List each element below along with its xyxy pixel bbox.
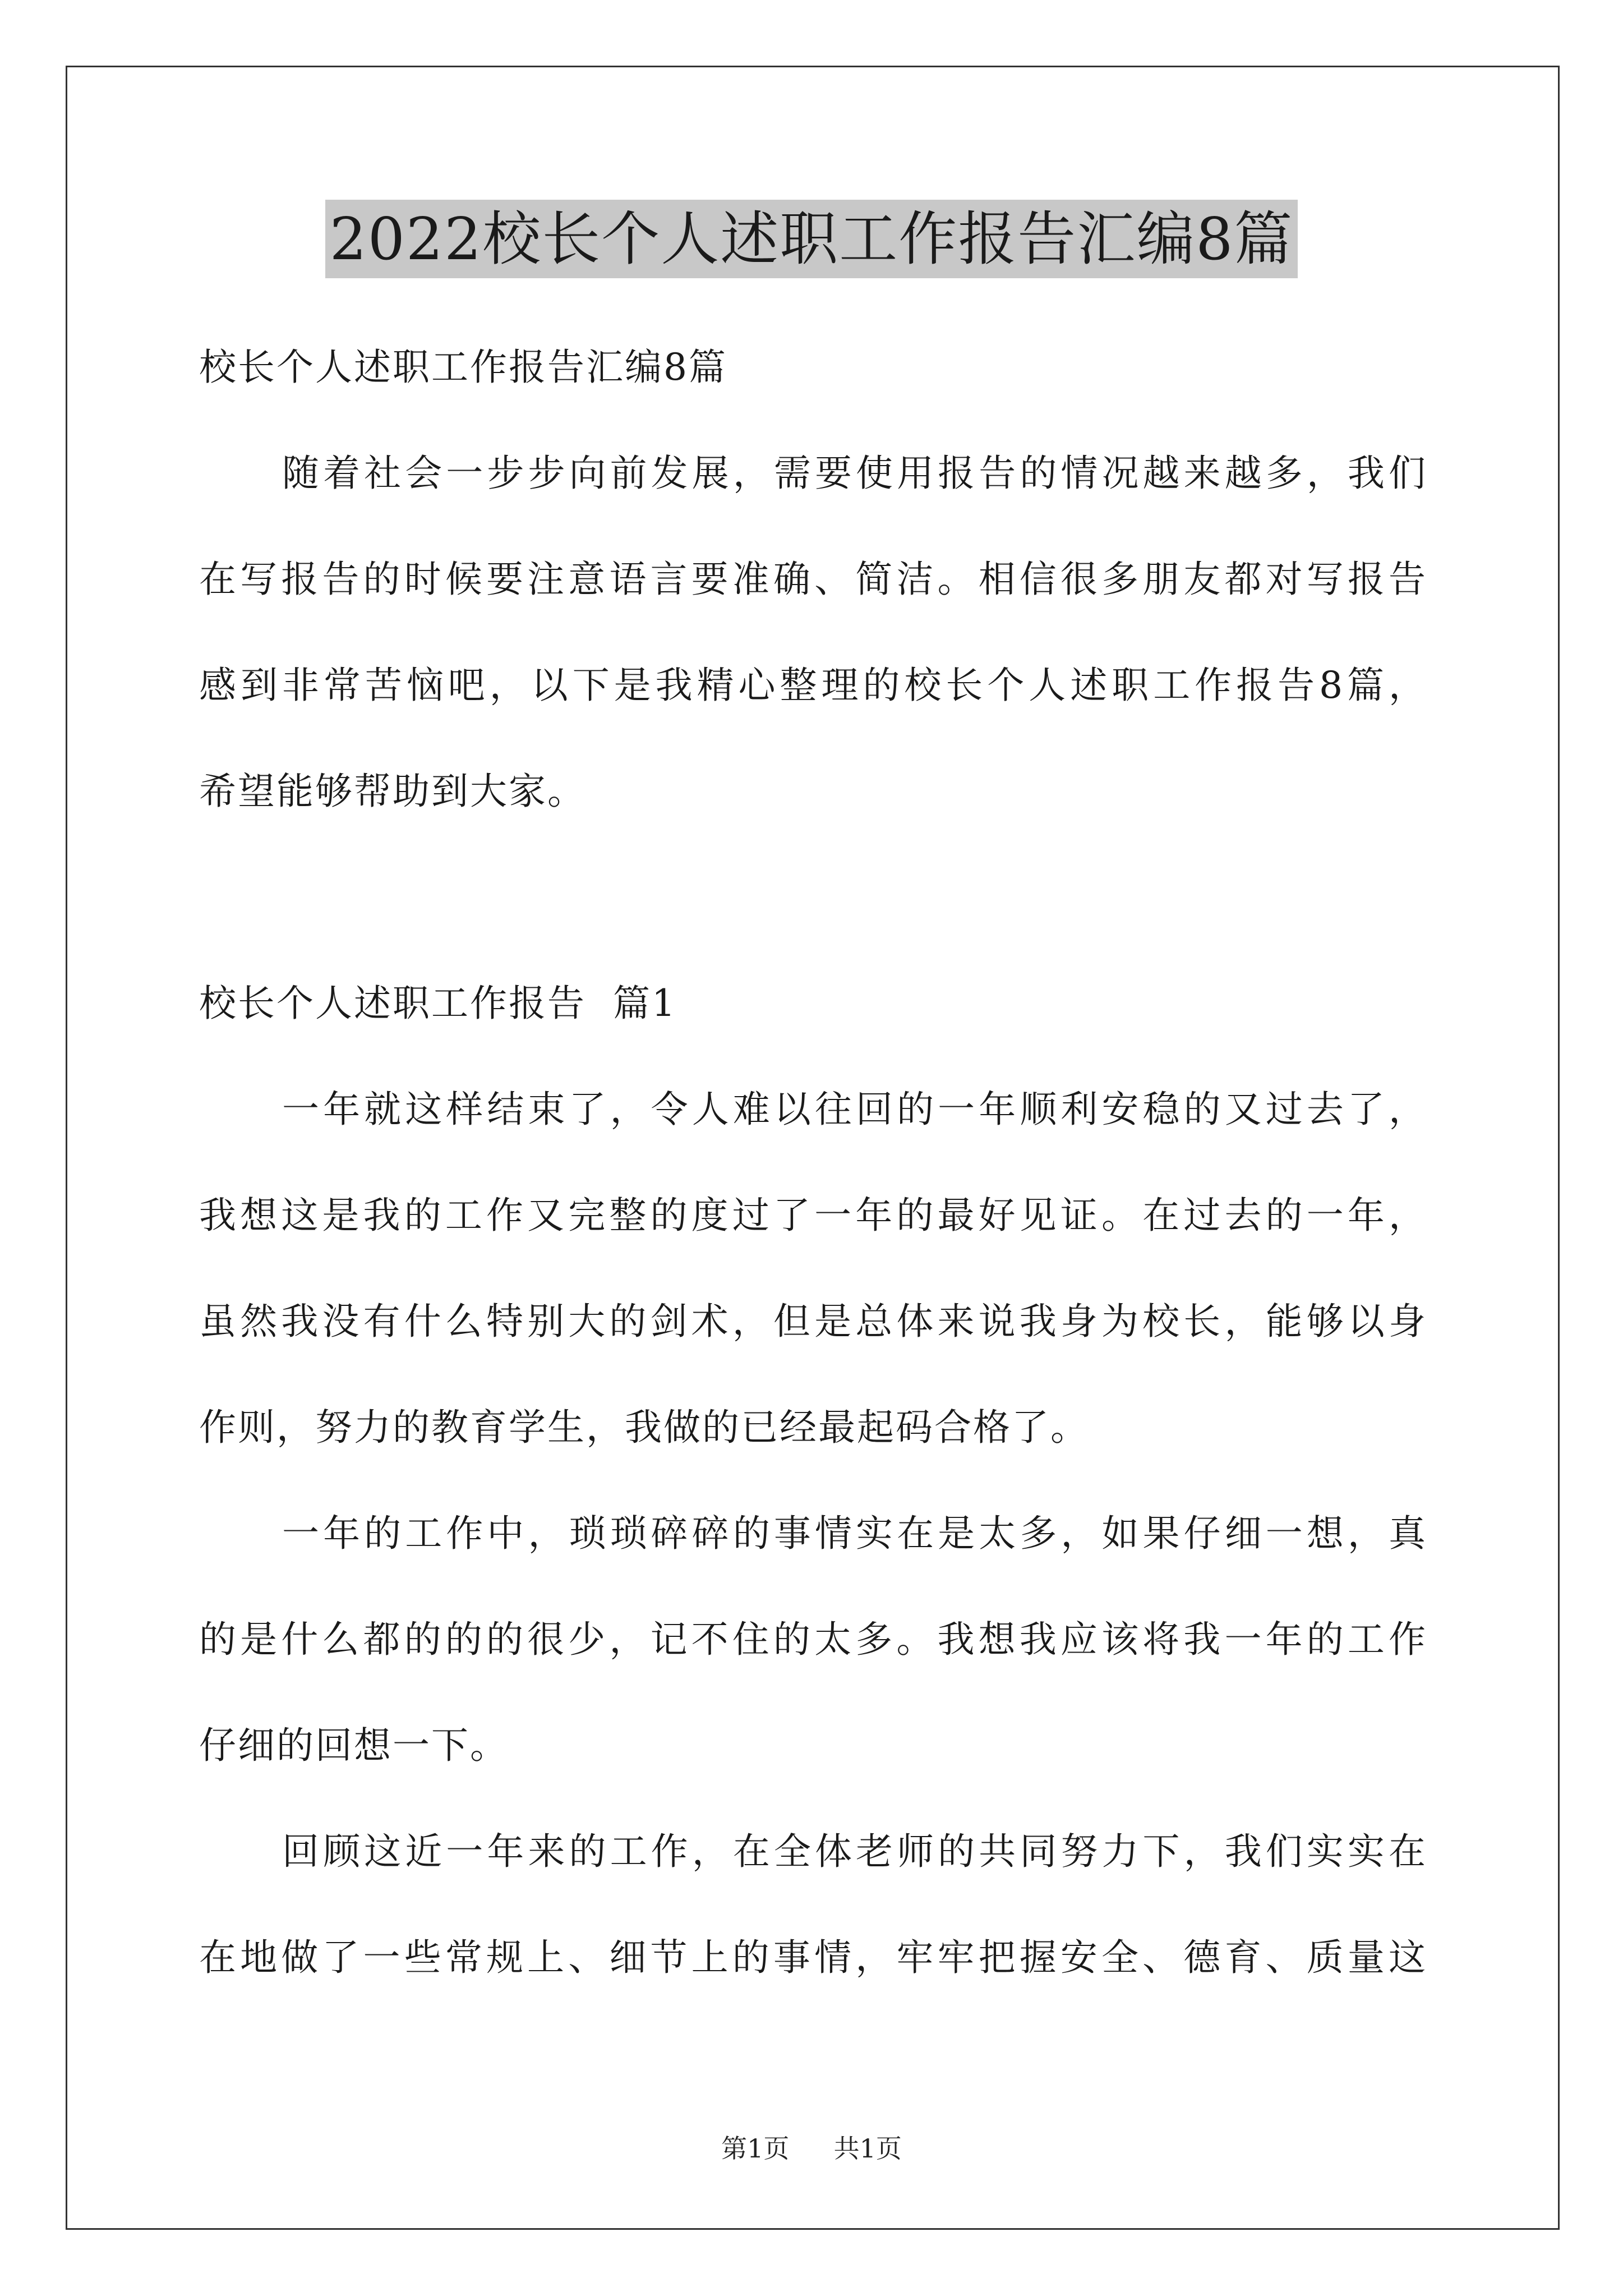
document-subtitle: 校长个人述职工作报告汇编8篇 — [199, 346, 727, 389]
title-container — [0, 200, 1623, 278]
paragraph-line: 我想这是我的工作又完整的度过了一年的最好见证。在过去的一年， — [199, 1194, 1427, 1237]
paragraph-line: 一年就这样结束了，令人难以往回的一年顺利安稳的又过去了， — [282, 1088, 1427, 1131]
page-number-total: 共1页 — [833, 2133, 902, 2164]
intro-line: 希望能够帮助到大家。 — [199, 770, 586, 813]
paragraph-line: 一年的工作中，琐琐碎碎的事情实在是太多，如果仔细一想，真 — [282, 1512, 1427, 1555]
paragraph-line: 作则，努力的教育学生，我做的已经最起码合格了。 — [199, 1406, 1089, 1449]
intro-line: 感到非常苦恼吧，以下是我精心整理的校长个人述职工作报告8篇， — [199, 664, 1427, 707]
document-body — [199, 314, 1427, 2010]
document-title: 2022校长个人述职工作报告汇编8篇 — [325, 200, 1298, 278]
section-heading: 校长个人述职工作报告 篇1 — [199, 982, 677, 1025]
paragraph-line: 回顾这近一年来的工作，在全体老师的共同努力下，我们实实在 — [282, 1830, 1427, 1873]
section-spacer — [199, 844, 1427, 950]
paragraph-line: 虽然我没有什么特别大的剑术，但是总体来说我身为校长，能够以身 — [199, 1300, 1427, 1343]
intro-line: 在写报告的时候要注意语言要准确、简洁。相信很多朋友都对写报告 — [199, 558, 1427, 601]
paragraph-line: 仔细的回想一下。 — [199, 1724, 509, 1767]
intro-line: 随着社会一步步向前发展，需要使用报告的情况越来越多，我们 — [282, 452, 1427, 495]
page-number-current: 第1页 — [721, 2133, 790, 2164]
page-footer — [0, 2132, 1623, 2165]
paragraph-line: 的是什么都的的的很少，记不住的太多。我想我应该将我一年的工作 — [199, 1618, 1427, 1661]
paragraph-line: 在地做了一些常规上、细节上的事情，牢牢把握安全、德育、质量这 — [199, 1936, 1427, 1979]
